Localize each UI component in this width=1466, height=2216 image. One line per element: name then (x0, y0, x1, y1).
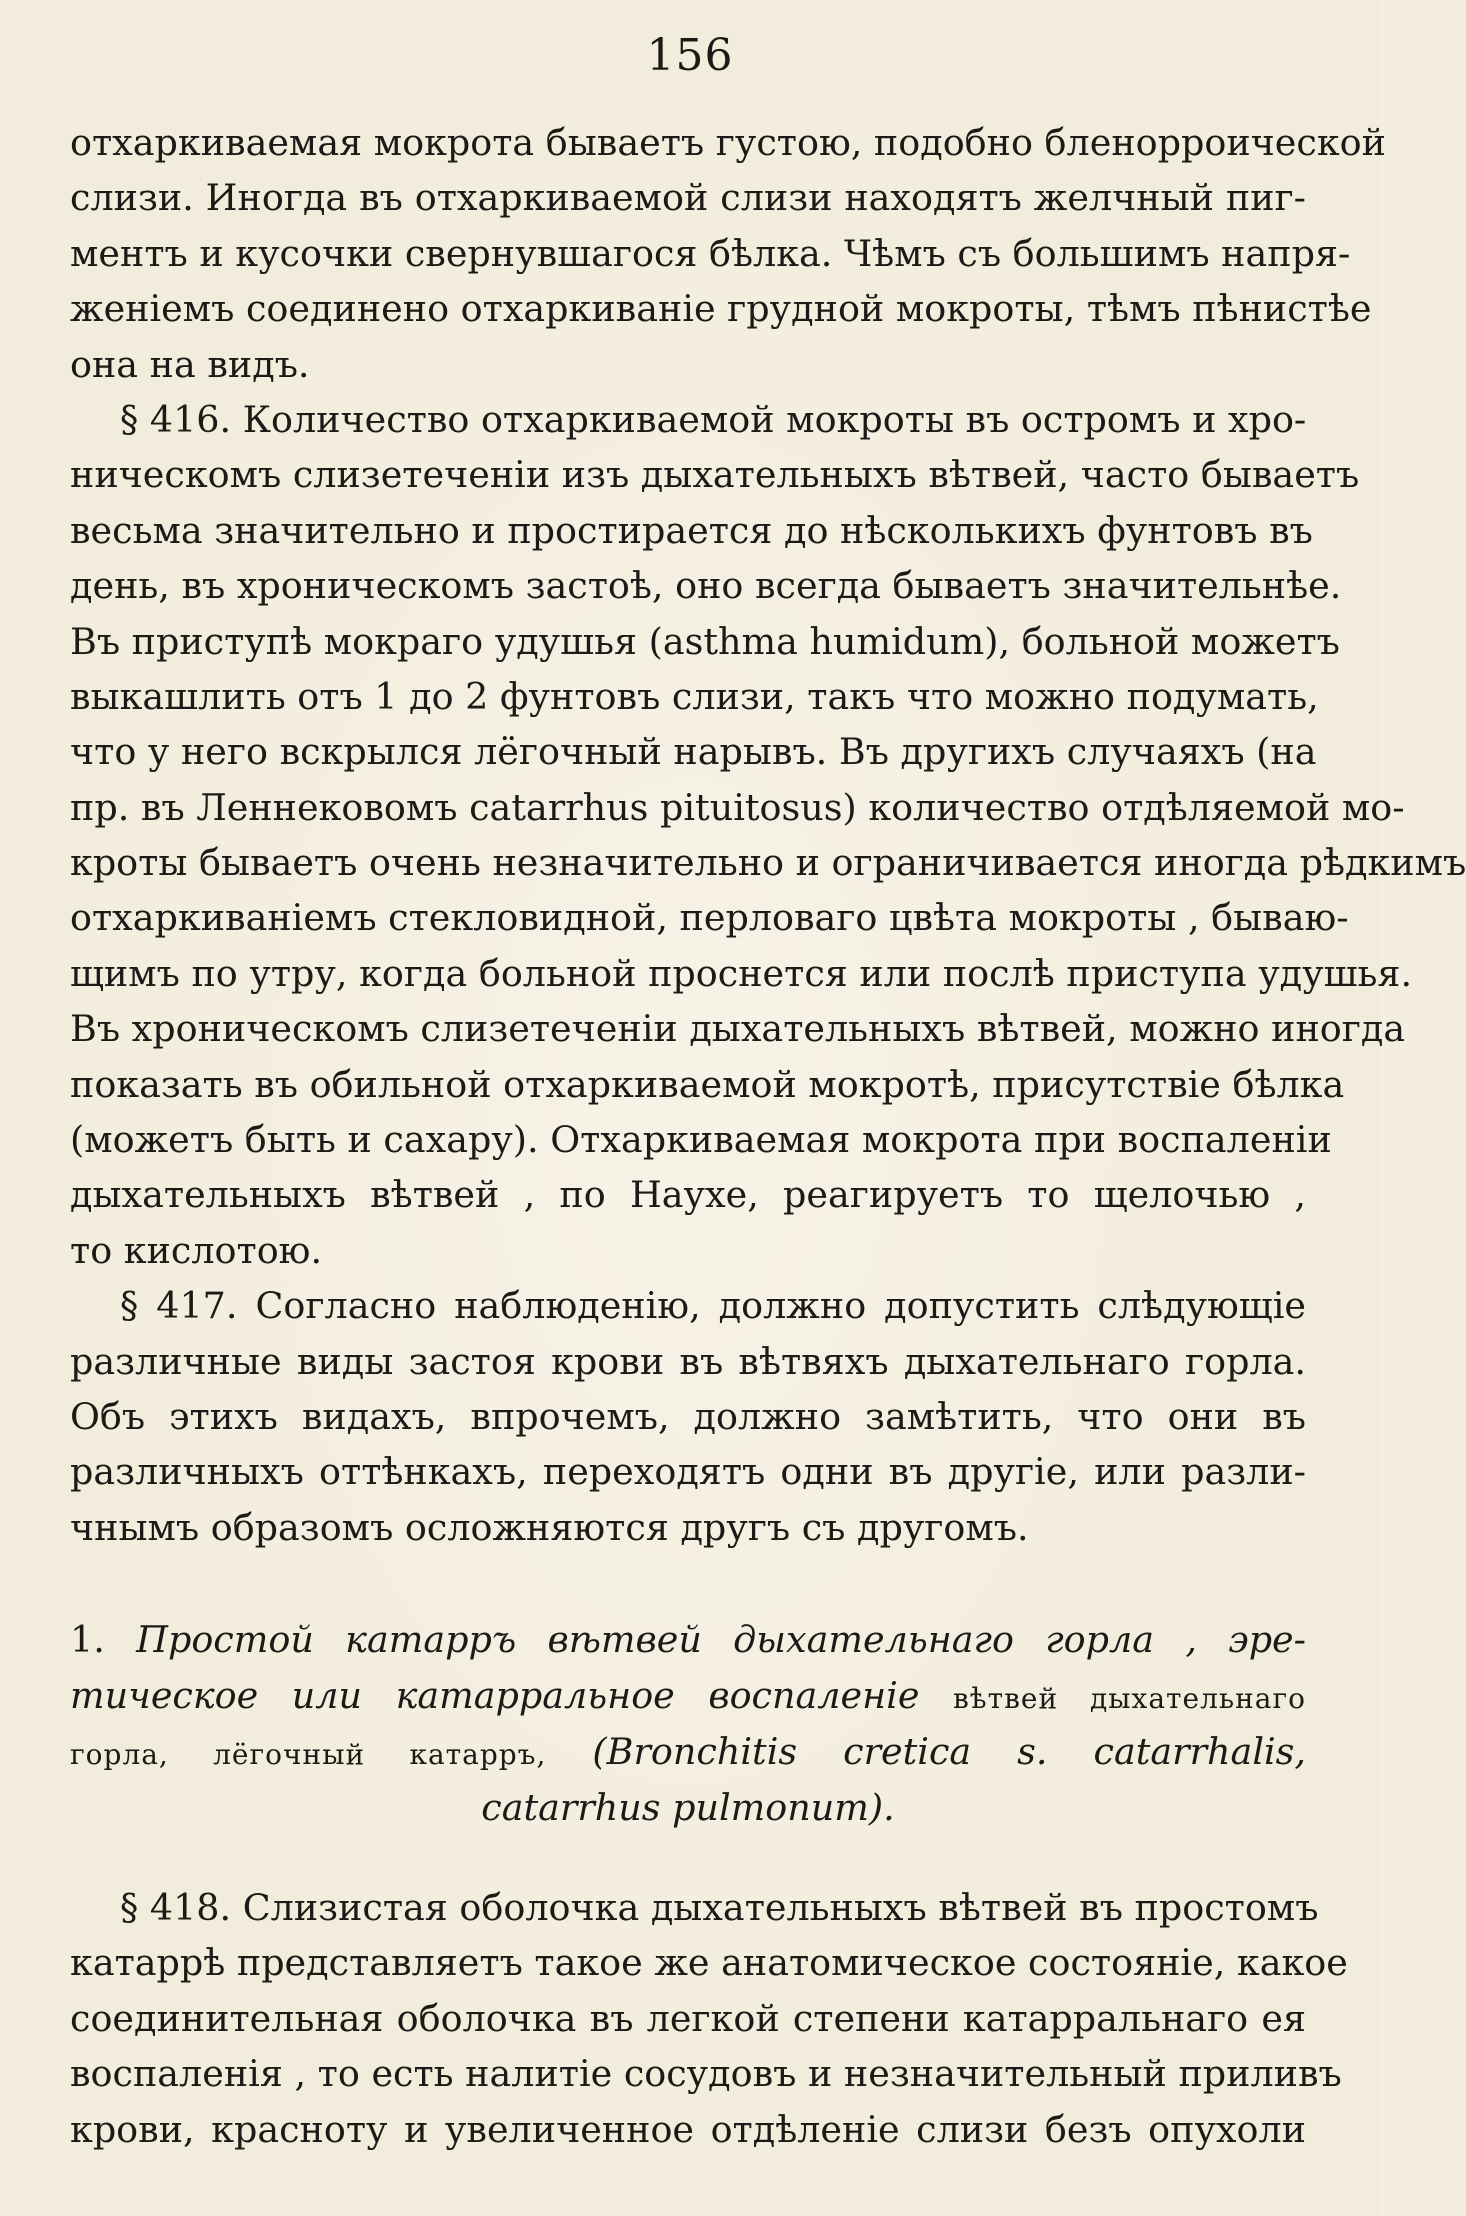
text-line: чнымъ образомъ осложняются другъ съ другомъ. (70, 1505, 1029, 1549)
text-line: кроты бываетъ очень незначительно и ограничивается иногда рѣдкимъ (70, 841, 1466, 885)
heading-latin-2: catarrhus pulmonum). (481, 1786, 895, 1829)
text-line: соединительная оболочка въ легкой степени катарральнаго ея (70, 1996, 1306, 2040)
heading-line-2 (70, 1668, 1306, 1724)
section-416-start: § 416. Количество отхаркиваемой мокроты въ остромъ и хро- (120, 397, 1307, 441)
page-number: 156 (646, 30, 734, 81)
text-line: весьма значительно и простирается до нѣсколькихъ фунтовъ въ (70, 508, 1313, 552)
text-line: дыхательныхъ вѣтвей , по Haухe, реагируетъ то щелочью , (70, 1173, 1306, 1217)
text-line: выкашлить отъ 1 до 2 фунтовъ слизи, такъ что можно подумать, (70, 674, 1319, 718)
heading-line-1 (70, 1612, 1306, 1668)
heading-line-3 (70, 1724, 1306, 1780)
section-418-text (70, 1880, 1348, 2157)
text-line: щимъ по утру, когда больной проснется или послѣ приступа удушья. (70, 951, 1413, 995)
text-line: (можетъ быть и сахару). Отхаркиваемая мокрота при воспаленіи (70, 1118, 1332, 1162)
text-line: Объ этихъ видахъ, впрочемъ, должно замѣтить, что они въ (70, 1394, 1306, 1438)
section-417-start: § 417. Согласно наблюденію, должно допустить слѣдующіе (120, 1284, 1306, 1328)
section-heading (70, 1612, 1306, 1836)
text-line: день, въ хроническомъ застоѣ, оно всегда бываетъ значительнѣе. (70, 564, 1342, 608)
text-line: катаррѣ представляетъ такое же анатомическое состояніе, какое (70, 1941, 1348, 1985)
heading-title: Простой катарръ вѣтвей дыхательнаго горла , (136, 1618, 1197, 1661)
text-line: пр. въ Леннековомъ catarrhus pituitosus) количество отдѣляемой мо- (70, 785, 1405, 829)
text-line: слизи. Иногда въ отхаркиваемой слизи находятъ желчный пиг- (70, 176, 1306, 220)
text-line: ментъ и кусочки свернувшагося бѣлка. Чѣмъ съ большимъ напря- (70, 231, 1351, 275)
text-line: различныхъ оттѣнкахъ, переходятъ одни въ другіе, или разли- (70, 1450, 1306, 1494)
body-text (70, 115, 1466, 1555)
heading-number: 1. (70, 1618, 105, 1661)
text-line: то кислотою. (70, 1228, 323, 1272)
text-line: показать въ обильной отхаркиваемой мокротѣ, присутствіе бѣлка (70, 1062, 1345, 1106)
text-line: воспаленія , то есть налитіе сосудовъ и незначительный приливъ (70, 2052, 1342, 2096)
text-line: различные виды застоя крови въ вѣтвяхъ дыхательнаго горла. (70, 1339, 1306, 1383)
heading-line-4 (70, 1780, 1306, 1836)
text-line: Въ хроническомъ слизетеченіи дыхательныхъ вѣтвей, можно иногда (70, 1007, 1406, 1051)
text-line: отхаркиваніемъ стекловидной, перловаго цвѣта мокроты , бываю- (70, 896, 1349, 940)
heading-subtitle: тическое или катарральное воспаленіе (70, 1674, 920, 1717)
text-line: что у него вскрылся лёгочный нарывъ. Въ другихъ случаяхъ (на (70, 730, 1317, 774)
text-line: она на видъ. (70, 342, 310, 386)
heading-latin: (Bronchitis cretica s. catarrhalis, (592, 1730, 1306, 1773)
section-418-start: § 418. Слизистая оболочка дыхательныхъ вѣтвей въ простомъ (120, 1886, 1319, 1929)
heading-caps: вѣтвей дыхательнаго (953, 1682, 1306, 1715)
text-line: отхаркиваемая мокрота бываетъ густою, подобно бленорроической (70, 121, 1386, 164)
text-line: ническомъ слизетеченіи изъ дыхательныхъ вѣтвей, часто бываетъ (70, 453, 1360, 497)
heading-caps-2: горла, лёгочный катарръ, (70, 1738, 547, 1771)
text-line: крови, красноту и увеличенное отдѣленіе слизи безъ опухоли (70, 2107, 1306, 2151)
text-line: Въ приступѣ мокраго удушья (asthma humidum), больной можетъ (70, 619, 1340, 663)
heading-title-tail: эре- (1228, 1618, 1306, 1661)
text-line: женіемъ соединено отхаркиваніе грудной мокроты, тѣмъ пѣнистѣе (70, 287, 1372, 331)
